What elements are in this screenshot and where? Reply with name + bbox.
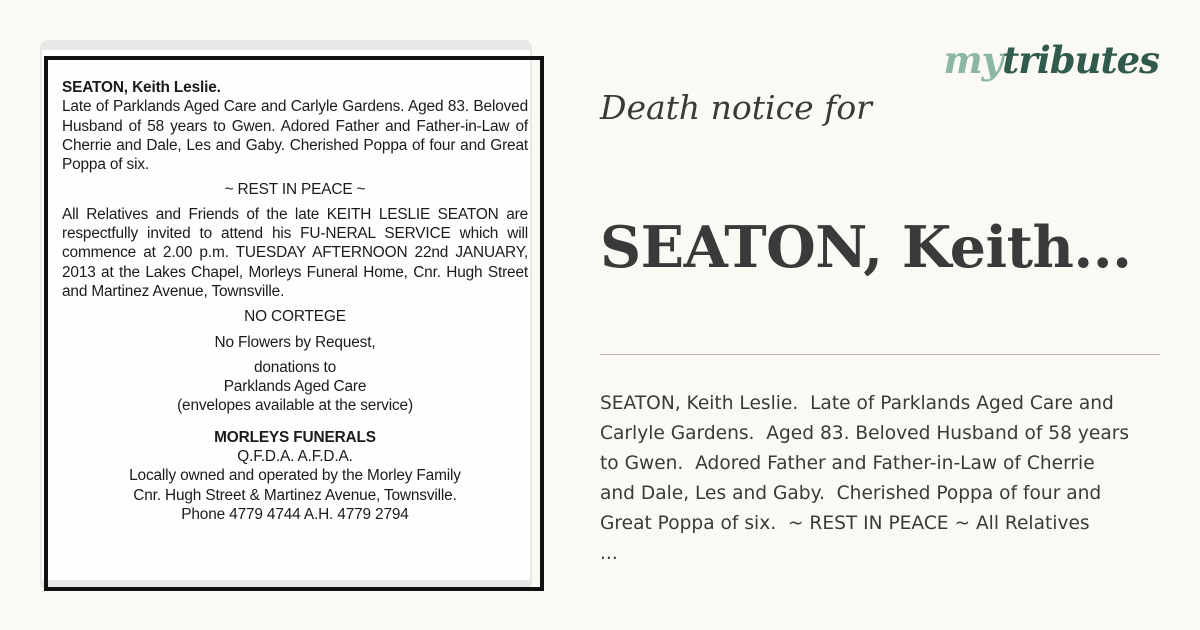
notice-charity: Parklands Aged Care	[223, 378, 367, 396]
notice-deceased-name: SEATON, Keith Leslie.	[62, 79, 221, 96]
notice-ownership: Locally owned and operated by the Morley Family	[129, 467, 461, 485]
notice-cortege: NO CORTEGE	[244, 308, 346, 326]
excerpt-line: Carlyle Gardens. Aged 83. Beloved Husband of 58 years	[600, 423, 1130, 444]
excerpt-line: to Gwen. Adored Father and Father-in-Law of Cherrie	[600, 453, 1095, 474]
excerpt-line: Great Poppa of six. ~ REST IN PEACE ~ All Relatives	[600, 513, 1090, 534]
notice-clipping	[42, 50, 530, 580]
logo-text-my: my	[943, 38, 1003, 82]
notice-accreditation: Q.F.D.A. A.F.D.A.	[237, 448, 353, 466]
notice-phone: Phone 4779 4744 A.H. 4779 2794	[181, 505, 409, 523]
section-divider	[600, 354, 1160, 355]
notice-intro: Late of Parklands Aged Care and Carlyle Gardens. Aged 83. Beloved Husband of 58 years to Gwen. Adored Father and Father-in-Law of Cherrie and Dale, Les and Gaby. Cherished Poppa of four and Great Poppa of six.	[62, 98, 528, 174]
notice-excerpt	[600, 389, 1170, 569]
page-subtitle: Death notice for	[600, 88, 872, 127]
notice-service-details: All Relatives and Friends of the late KEITH LESLIE SEATON are respectfully invited to attend his FU-NERAL SERVICE which will commence at 2.00 p.m. TUESDAY AFTERNOON 22nd JANUARY, 2013 at the Lakes Chapel, Morleys Funeral Home, Cnr. Hugh Street and Martinez Avenue, Townsville.	[62, 205, 528, 300]
notice-rip: ~ REST IN PEACE ~	[224, 181, 366, 199]
excerpt-ellipsis: ...	[600, 543, 618, 564]
notice-donations: donations to	[253, 358, 337, 376]
notice-address: Cnr. Hugh Street & Martinez Avenue, Townsville.	[133, 486, 457, 504]
excerpt-line: SEATON, Keith Leslie. Late of Parklands Aged Care and	[600, 393, 1114, 414]
notice-funeral-home: MORLEYS FUNERALS	[214, 428, 376, 446]
notice-frame	[44, 56, 544, 591]
logo-text-tributes: tributes	[1002, 38, 1159, 82]
excerpt-line: and Dale, Les and Gaby. Cherished Poppa of four and	[600, 483, 1102, 504]
page-title: SEATON, Keith...	[600, 214, 1132, 281]
notice-clipping-panel	[40, 40, 532, 590]
mytributes-logo[interactable]	[943, 38, 1159, 82]
notice-envelopes: (envelopes available at the service)	[177, 397, 413, 415]
notice-flowers: No Flowers by Request,	[214, 333, 376, 351]
